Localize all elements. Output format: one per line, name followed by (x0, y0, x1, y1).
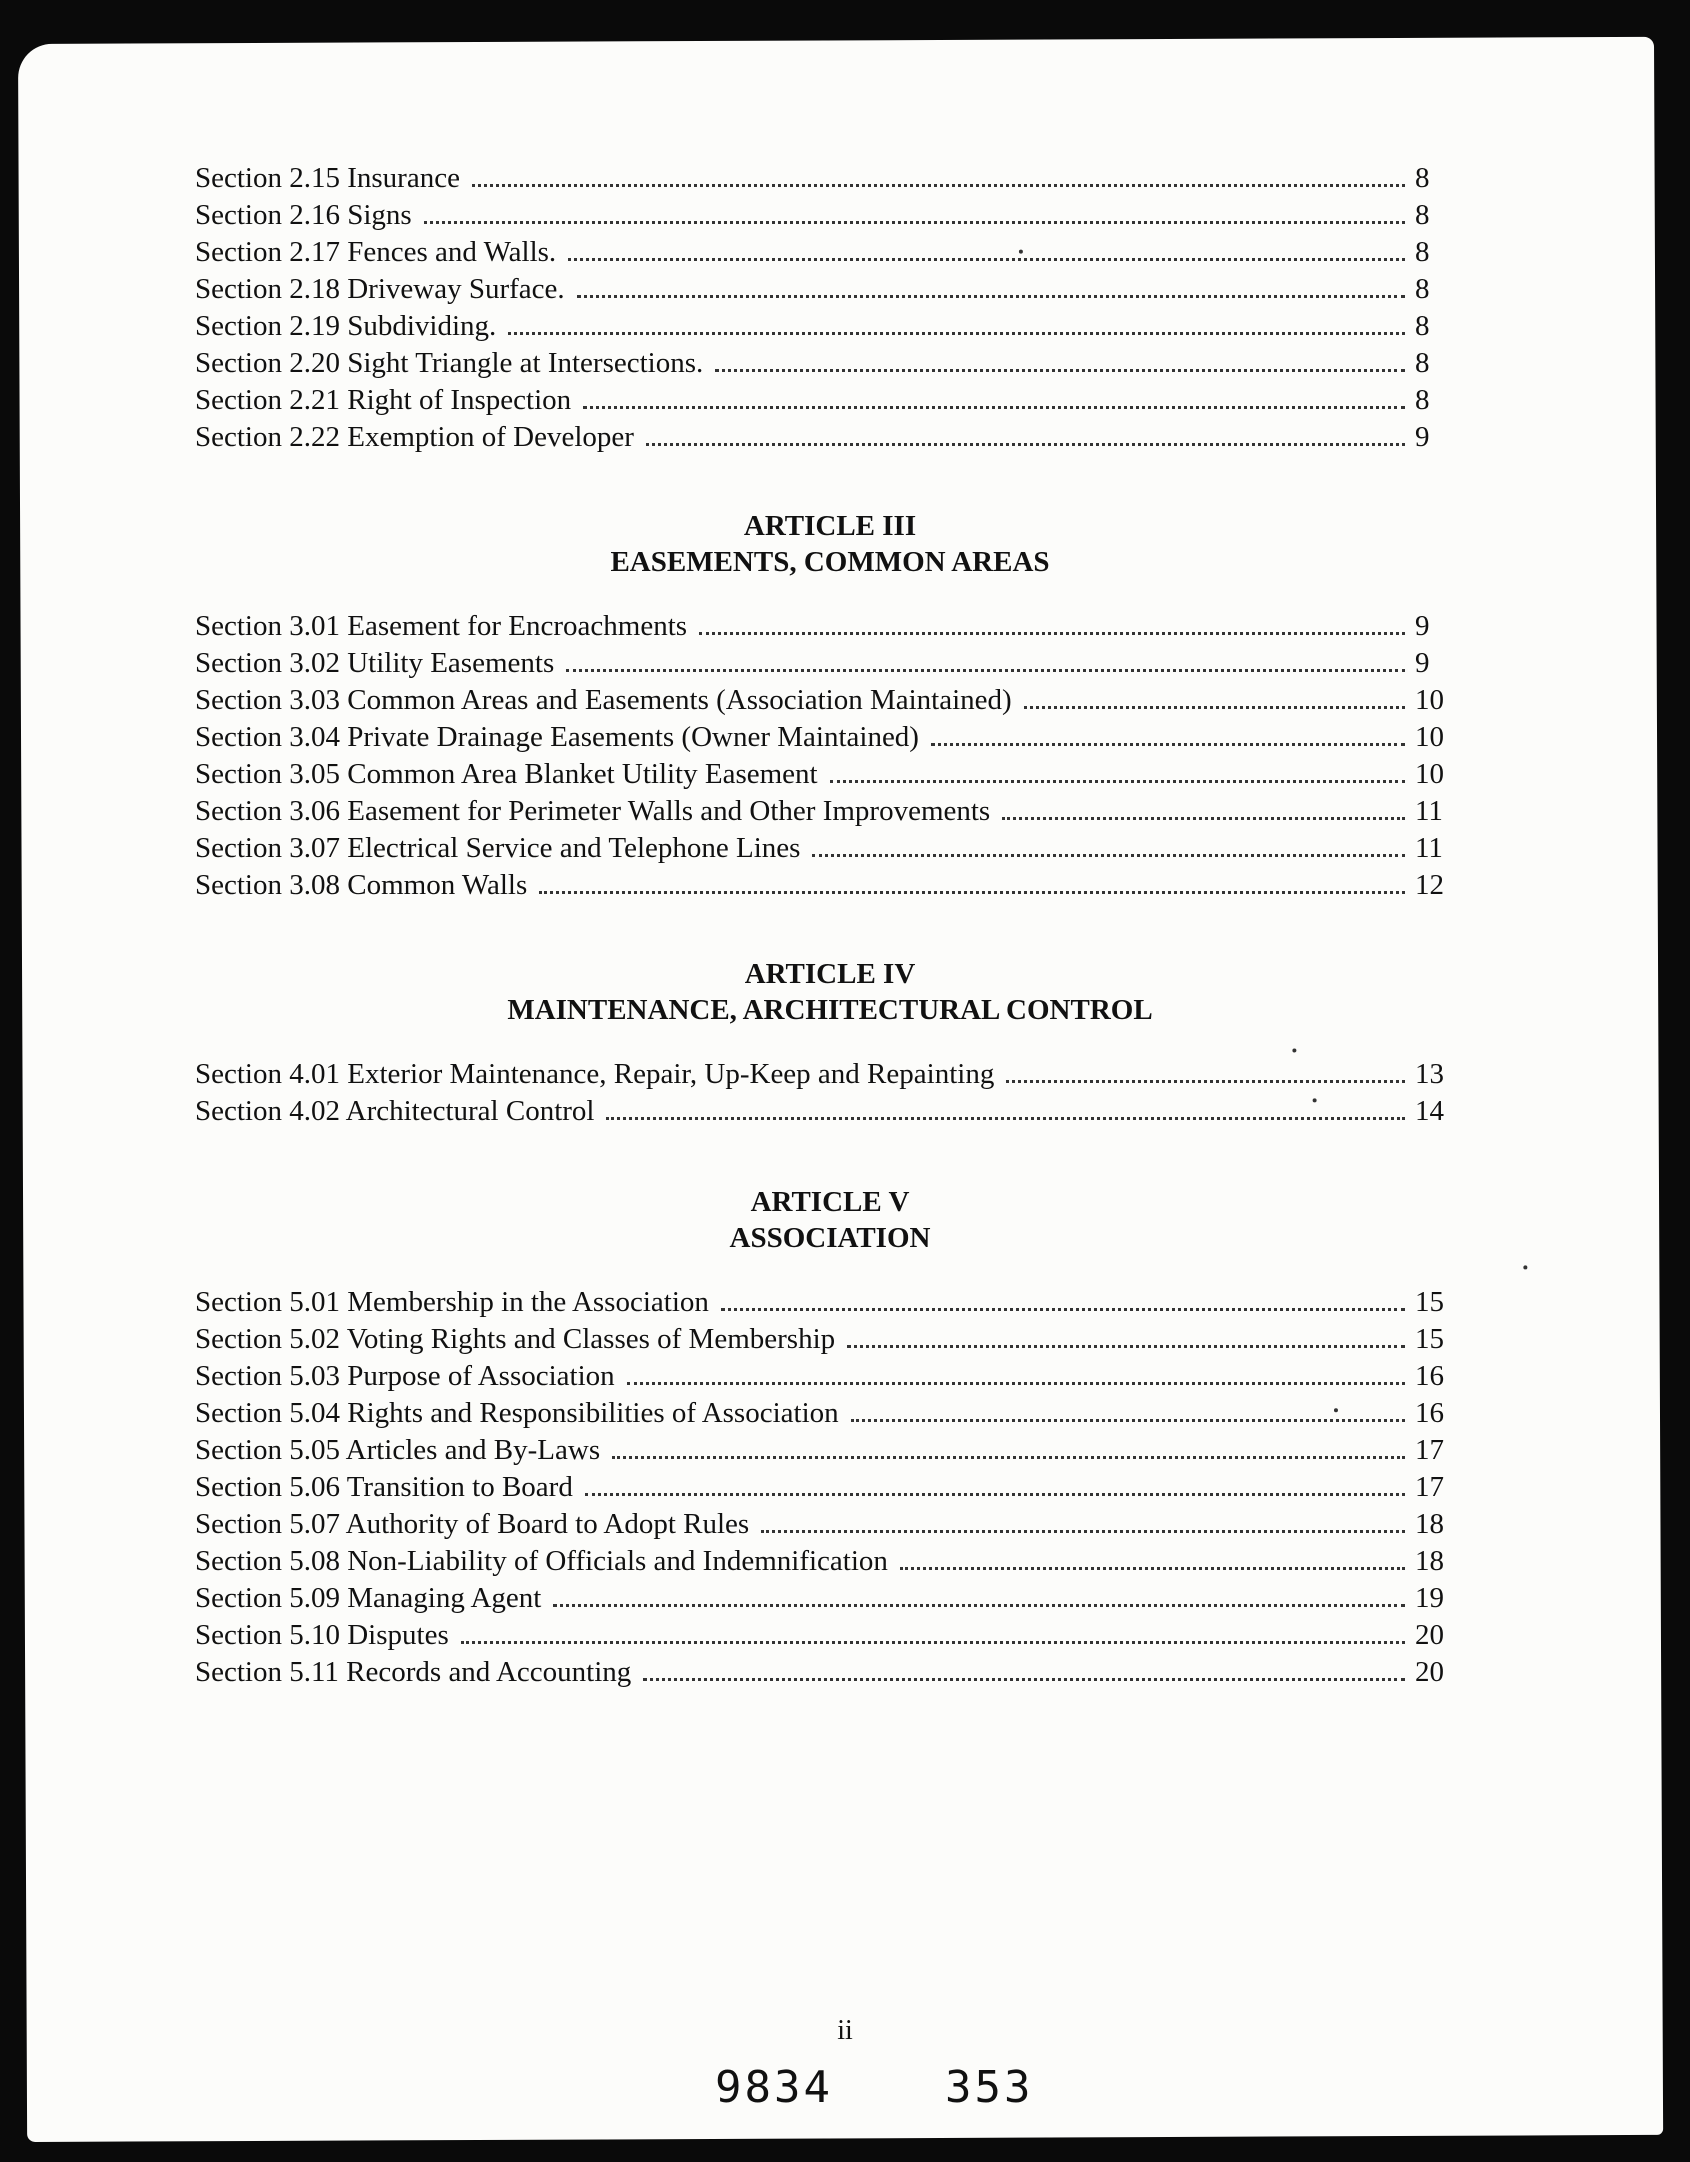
toc-entry-page: 8 (1415, 162, 1430, 194)
toc-entry-page: 12 (1415, 869, 1444, 901)
toc-entry (195, 1358, 1465, 1395)
toc-entry-page: 19 (1415, 1582, 1444, 1614)
toc-entry-page: 9 (1415, 610, 1430, 642)
toc-entry (195, 234, 1465, 271)
toc-entry-page: 17 (1415, 1471, 1444, 1503)
leader-dots (643, 1678, 1405, 1681)
toc-entry-page: 11 (1415, 795, 1443, 827)
toc-entry-title: Section 5.05 Articles and By-Laws (195, 1434, 601, 1466)
toc-entry-page: 15 (1415, 1323, 1444, 1355)
toc-entry-title: Section 3.03 Common Areas and Easements (Association Maintained) (195, 684, 1012, 716)
toc-entry-title: Section 3.08 Common Walls (195, 869, 528, 901)
toc-entry (195, 1469, 1465, 1506)
leader-dots (900, 1567, 1405, 1570)
leader-dots (699, 632, 1405, 635)
toc-entry (195, 197, 1465, 234)
toc-entry-title: Section 2.20 Sight Triangle at Intersections. (195, 347, 704, 379)
toc-entry-page: 8 (1415, 347, 1430, 379)
toc-entry-title: Section 5.04 Rights and Responsibilities of Association (195, 1397, 839, 1429)
toc-entry-page: 20 (1415, 1619, 1444, 1651)
leader-dots (851, 1419, 1405, 1422)
leader-dots (424, 221, 1405, 224)
leader-dots (931, 743, 1405, 746)
toc-entry-page: 8 (1415, 236, 1430, 268)
leader-dots (577, 295, 1405, 298)
toc-entry (195, 793, 1465, 830)
toc-entry-page: 13 (1415, 1058, 1444, 1090)
leader-dots (568, 258, 1405, 261)
leader-dots (1024, 706, 1405, 709)
toc-entry (195, 419, 1465, 456)
leader-dots (1002, 817, 1405, 820)
toc-entry-title: Section 3.06 Easement for Perimeter Walls and Other Improvements (195, 795, 991, 827)
article-iv-subheading: MAINTENANCE, ARCHITECTURAL CONTROL (507, 994, 1153, 1026)
toc-entry (195, 645, 1465, 682)
leader-dots (508, 332, 1405, 335)
toc-entry-title: Section 2.16 Signs (195, 199, 412, 231)
toc-entry (195, 608, 1465, 645)
toc-entry-title: Section 2.18 Driveway Surface. (195, 273, 565, 305)
toc-entry (195, 1056, 1465, 1093)
toc-list-article-iv (195, 1056, 1465, 1130)
leader-dots (585, 1493, 1405, 1496)
toc-entry-page: 16 (1415, 1360, 1444, 1392)
toc-entry-title: Section 2.21 Right of Inspection (195, 384, 572, 416)
toc-entry-title: Section 3.02 Utility Easements (195, 647, 555, 679)
toc-entry (195, 756, 1465, 793)
toc-entry-title: Section 2.19 Subdividing. (195, 310, 497, 342)
leader-dots (553, 1604, 1405, 1607)
article-v-heading: ARTICLE V (750, 1186, 910, 1218)
toc-entry-page: 18 (1415, 1508, 1444, 1540)
toc-entry-title: Section 4.01 Exterior Maintenance, Repair, Up-Keep and Repainting (195, 1058, 995, 1090)
toc-entry (195, 1617, 1465, 1654)
toc-entry (195, 1321, 1465, 1358)
toc-entry-title: Section 2.22 Exemption of Developer (195, 421, 634, 453)
toc-entry (195, 308, 1465, 345)
leader-dots (721, 1308, 1405, 1311)
leader-dots (583, 406, 1405, 409)
leader-dots (461, 1641, 1405, 1644)
leader-dots (715, 369, 1405, 372)
toc-entry-title: Section 5.03 Purpose of Association (195, 1360, 615, 1392)
toc-entry-title: Section 5.07 Authority of Board to Adopt Rules (195, 1508, 750, 1540)
toc-entry-page: 10 (1415, 721, 1444, 753)
toc-entry-page: 18 (1415, 1545, 1444, 1577)
toc-entry (195, 830, 1465, 867)
leader-dots (830, 780, 1405, 783)
leader-dots (646, 443, 1405, 446)
toc-entry (195, 1543, 1465, 1580)
toc-entry-title: Section 3.05 Common Area Blanket Utility Easement (195, 758, 818, 790)
table-of-contents (195, 160, 1465, 1691)
toc-entry-title: Section 5.02 Voting Rights and Classes of Membership (195, 1323, 836, 1355)
page-folio: ii (837, 2015, 853, 2046)
leader-dots (847, 1345, 1405, 1348)
toc-entry-page: 10 (1415, 758, 1444, 790)
toc-entry (195, 345, 1465, 382)
leader-dots (612, 1456, 1405, 1459)
toc-entry-page: 17 (1415, 1434, 1444, 1466)
toc-entry-title: Section 3.07 Electrical Service and Telephone Lines (195, 832, 801, 864)
scan-speck (1523, 1265, 1527, 1269)
leader-dots (627, 1382, 1405, 1385)
toc-entry-page: 8 (1415, 310, 1430, 342)
toc-entry (195, 1093, 1465, 1130)
article-iii-subheading: EASEMENTS, COMMON AREAS (610, 546, 1050, 578)
toc-entry-title: Section 4.02 Architectural Control (195, 1095, 595, 1127)
toc-entry (195, 867, 1465, 904)
toc-entry-page: 11 (1415, 832, 1443, 864)
toc-entry (195, 682, 1465, 719)
toc-entry-page: 10 (1415, 684, 1444, 716)
toc-entry-title: Section 2.17 Fences and Walls. (195, 236, 557, 268)
leader-dots (812, 854, 1405, 857)
toc-entry (195, 1654, 1465, 1691)
leader-dots (566, 669, 1405, 672)
toc-entry (195, 160, 1465, 197)
toc-list-article-ii (195, 160, 1465, 456)
leader-dots (761, 1530, 1405, 1533)
toc-entry (195, 382, 1465, 419)
toc-entry-title: Section 5.08 Non-Liability of Officials and Indemnification (195, 1545, 888, 1577)
toc-entry-page: 8 (1415, 199, 1430, 231)
toc-list-article-iii (195, 608, 1465, 904)
article-v-subheading: ASSOCIATION (729, 1222, 931, 1254)
document-number-stamp: 9834 (715, 2062, 833, 2113)
toc-entry (195, 1506, 1465, 1543)
toc-entry-page: 9 (1415, 647, 1430, 679)
article-iii-heading: ARTICLE III (743, 510, 917, 542)
page-number-stamp: 353 (945, 2062, 1034, 2113)
leader-dots (472, 184, 1405, 187)
article-iv-heading: ARTICLE IV (744, 958, 916, 990)
toc-entry-title: Section 3.01 Easement for Encroachments (195, 610, 688, 642)
toc-entry-title: Section 3.04 Private Drainage Easements (Owner Maintained) (195, 721, 919, 753)
toc-entry-page: 8 (1415, 273, 1430, 305)
toc-entry (195, 1432, 1465, 1469)
toc-entry (195, 1284, 1465, 1321)
toc-entry-title: Section 5.11 Records and Accounting (195, 1656, 632, 1688)
toc-entry-page: 20 (1415, 1656, 1444, 1688)
toc-entry (195, 1395, 1465, 1432)
leader-dots (1006, 1080, 1405, 1083)
leader-dots (606, 1117, 1405, 1120)
toc-entry-page: 14 (1415, 1095, 1444, 1127)
toc-entry (195, 1580, 1465, 1617)
toc-entry-page: 9 (1415, 421, 1430, 453)
toc-entry-title: Section 5.06 Transition to Board (195, 1471, 573, 1503)
leader-dots (539, 891, 1405, 894)
toc-entry-title: Section 5.09 Managing Agent (195, 1582, 542, 1614)
toc-entry-page: 16 (1415, 1397, 1444, 1429)
toc-entry-title: Section 2.15 Insurance (195, 162, 460, 194)
toc-entry-title: Section 5.10 Disputes (195, 1619, 449, 1651)
toc-entry-page: 8 (1415, 384, 1430, 416)
toc-list-article-v (195, 1284, 1465, 1691)
toc-entry (195, 271, 1465, 308)
toc-entry (195, 719, 1465, 756)
toc-entry-page: 15 (1415, 1286, 1444, 1318)
toc-entry-title: Section 5.01 Membership in the Association (195, 1286, 709, 1318)
